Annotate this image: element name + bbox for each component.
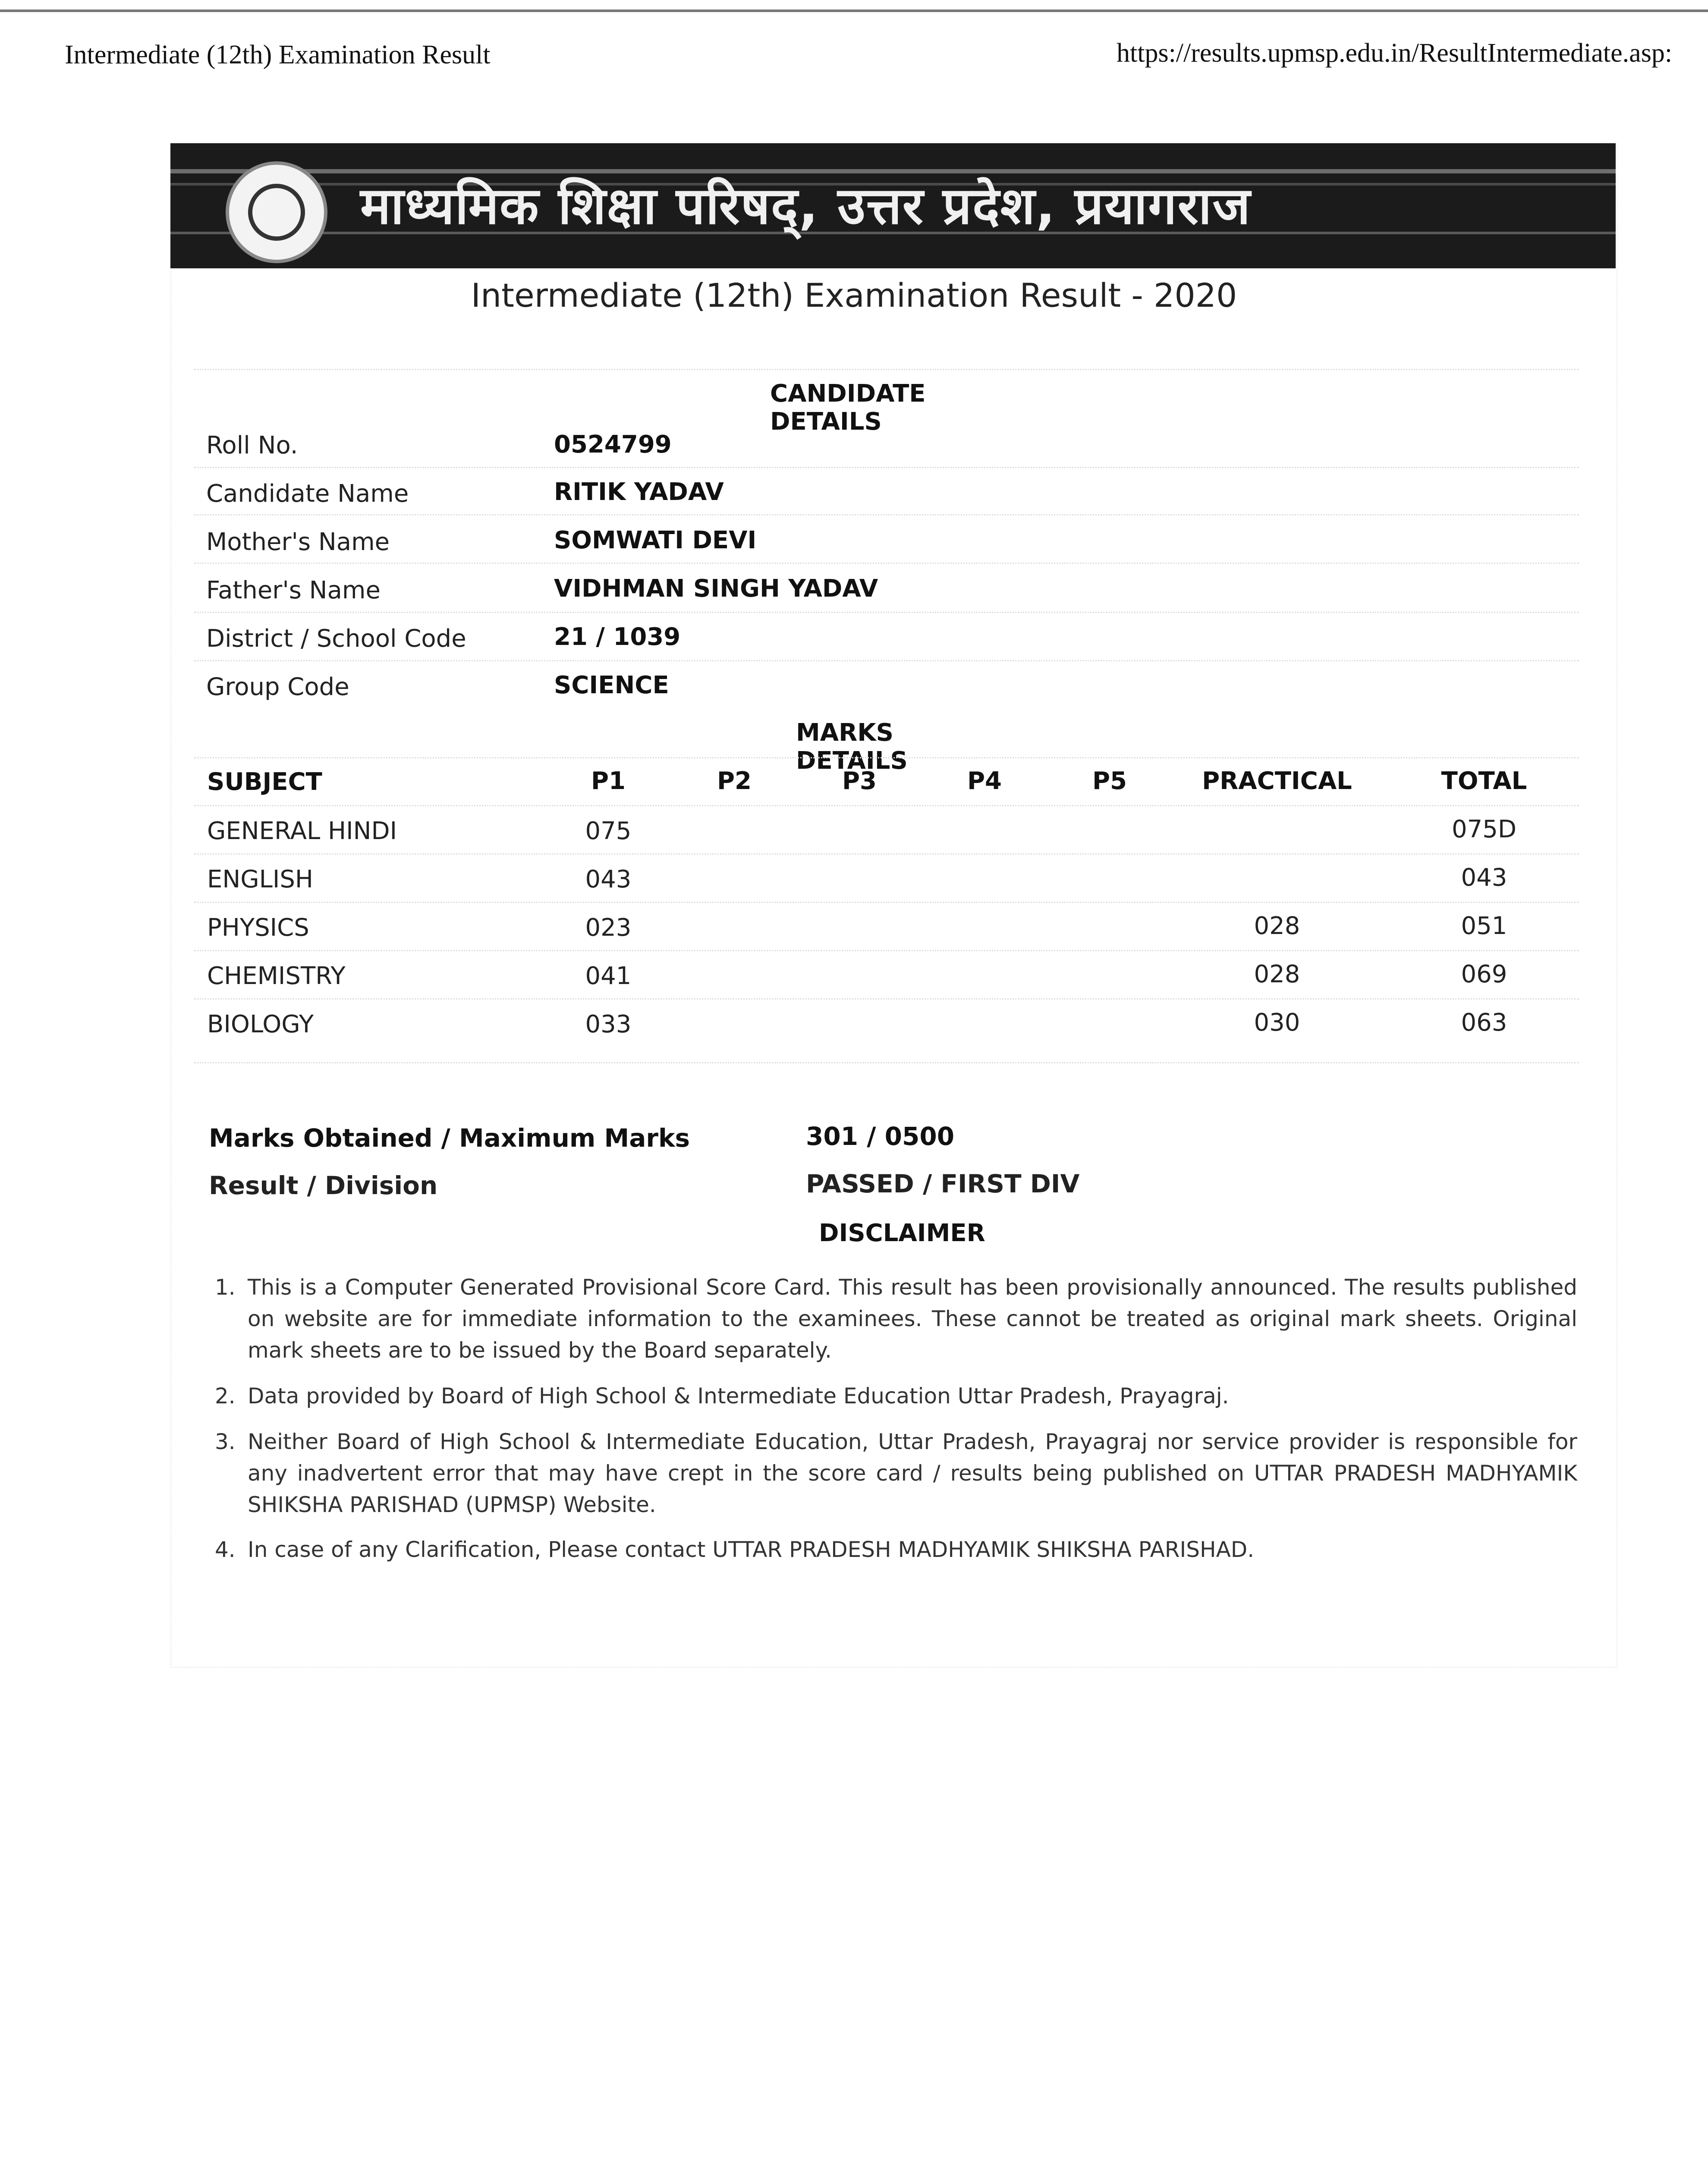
divider — [194, 660, 1579, 661]
divider — [194, 467, 1579, 468]
disclaimer-heading: DISCLAIMER — [819, 1219, 985, 1247]
p1-cell: 033 — [585, 1010, 632, 1038]
mothers-name-label: Mother's Name — [206, 528, 390, 556]
total-cell: 075D — [1451, 815, 1516, 843]
disclaimer-item — [215, 1426, 1577, 1521]
disclaimer-number: 4. — [215, 1537, 236, 1562]
disclaimer-number: 3. — [215, 1429, 236, 1454]
column-header-p1: P1 — [591, 767, 626, 795]
total-cell: 063 — [1461, 1009, 1507, 1037]
total-cell: 043 — [1461, 864, 1507, 892]
print-page-title: Intermediate (12th) Examination Result — [65, 40, 491, 69]
practical-cell: 030 — [1254, 1009, 1300, 1037]
result-division-label: Result / Division — [209, 1171, 438, 1200]
board-name-hindi: माध्यमिक शिक्षा परिषद्, उत्तर प्रदेश, प्रयागराज — [360, 176, 1251, 236]
divider — [194, 563, 1579, 564]
disclaimer-item — [215, 1534, 1577, 1566]
roll-no-label: Roll No. — [206, 431, 298, 459]
fathers-name-label: Father's Name — [206, 576, 381, 604]
column-header-subject: SUBJECT — [207, 768, 322, 796]
disclaimer-number: 2. — [215, 1383, 236, 1409]
column-header-p5: P5 — [1092, 767, 1127, 795]
divider — [194, 612, 1579, 613]
candidate-name-value: RITIK YADAV — [554, 478, 724, 506]
total-cell: 051 — [1461, 912, 1507, 940]
marks-details-heading: MARKS DETAILS — [796, 719, 908, 775]
divider — [194, 950, 1579, 951]
district-school-code-value: 21 / 1039 — [554, 623, 681, 651]
subject-cell: CHEMISTRY — [207, 962, 346, 990]
disclaimer-item — [215, 1272, 1577, 1366]
column-header-total: TOTAL — [1441, 767, 1527, 795]
p1-cell: 041 — [585, 962, 632, 990]
subject-cell: ENGLISH — [207, 865, 314, 893]
subject-cell: BIOLOGY — [207, 1010, 314, 1038]
p1-cell: 043 — [585, 865, 632, 893]
divider — [194, 902, 1579, 903]
result-division-value: PASSED / FIRST DIV — [806, 1169, 1080, 1198]
column-header-p2: P2 — [717, 767, 752, 795]
divider — [194, 853, 1579, 855]
column-header-p4: P4 — [967, 767, 1002, 795]
roll-no-value: 0524799 — [554, 431, 672, 459]
print-url: https://results.upmsp.edu.in/ResultIntermediate.asp: — [1117, 38, 1673, 68]
group-code-label: Group Code — [206, 673, 349, 701]
column-header-p3: P3 — [842, 767, 877, 795]
disclaimer-text: In case of any Clarification, Please contact UTTAR PRADESH MADHYAMIK SHIKSHA PARISHAD. — [248, 1537, 1255, 1562]
practical-cell: 028 — [1254, 912, 1300, 940]
board-banner — [170, 143, 1616, 268]
candidate-name-label: Candidate Name — [206, 480, 409, 508]
mothers-name-value: SOMWATI DEVI — [554, 526, 757, 554]
column-header-practical: PRACTICAL — [1202, 767, 1352, 795]
divider — [194, 1062, 1579, 1063]
divider — [194, 514, 1579, 516]
subject-cell: PHYSICS — [207, 914, 309, 942]
candidate-details-heading: CANDIDATE DETAILS — [770, 380, 926, 436]
p1-cell: 075 — [585, 817, 632, 845]
upmsp-emblem-icon — [226, 161, 327, 263]
disclaimer-text: This is a Computer Generated Provisional Score Card. This result has been provisionally announced. The results published on website are for immediate information to the examinees. These cannot be treated as original mark sheets. Original mark sheets are to be issued by the Board separately. — [248, 1275, 1577, 1363]
exam-title: Intermediate (12th) Examination Result - 2020 — [471, 276, 1237, 314]
divider — [194, 369, 1579, 370]
fathers-name-value: VIDHMAN SINGH YADAV — [554, 575, 878, 603]
divider — [194, 998, 1579, 1000]
total-cell: 069 — [1461, 960, 1507, 988]
district-school-code-label: District / School Code — [206, 625, 466, 653]
marks-obtained-label: Marks Obtained / Maximum Marks — [209, 1123, 690, 1153]
marks-obtained-value: 301 / 0500 — [806, 1122, 955, 1151]
group-code-value: SCIENCE — [554, 671, 669, 699]
disclaimer-text: Data provided by Board of High School & Intermediate Education Uttar Pradesh, Prayagraj. — [248, 1383, 1229, 1409]
disclaimer-number: 1. — [215, 1275, 236, 1300]
disclaimer-text: Neither Board of High School & Intermediate Education, Uttar Pradesh, Prayagraj nor service provider is responsible for any inadvertent error that may have crept in the score card / results being published on UTTAR PRADESH MADHYAMIK SHIKSHA PARISHAD (UPMSP) Website. — [248, 1429, 1577, 1517]
disclaimer-item — [215, 1380, 1577, 1412]
practical-cell: 028 — [1254, 960, 1300, 988]
divider — [194, 805, 1579, 806]
top-rule — [0, 9, 1708, 12]
subject-cell: GENERAL HINDI — [207, 817, 397, 845]
divider — [194, 757, 1579, 758]
p1-cell: 023 — [585, 914, 632, 942]
